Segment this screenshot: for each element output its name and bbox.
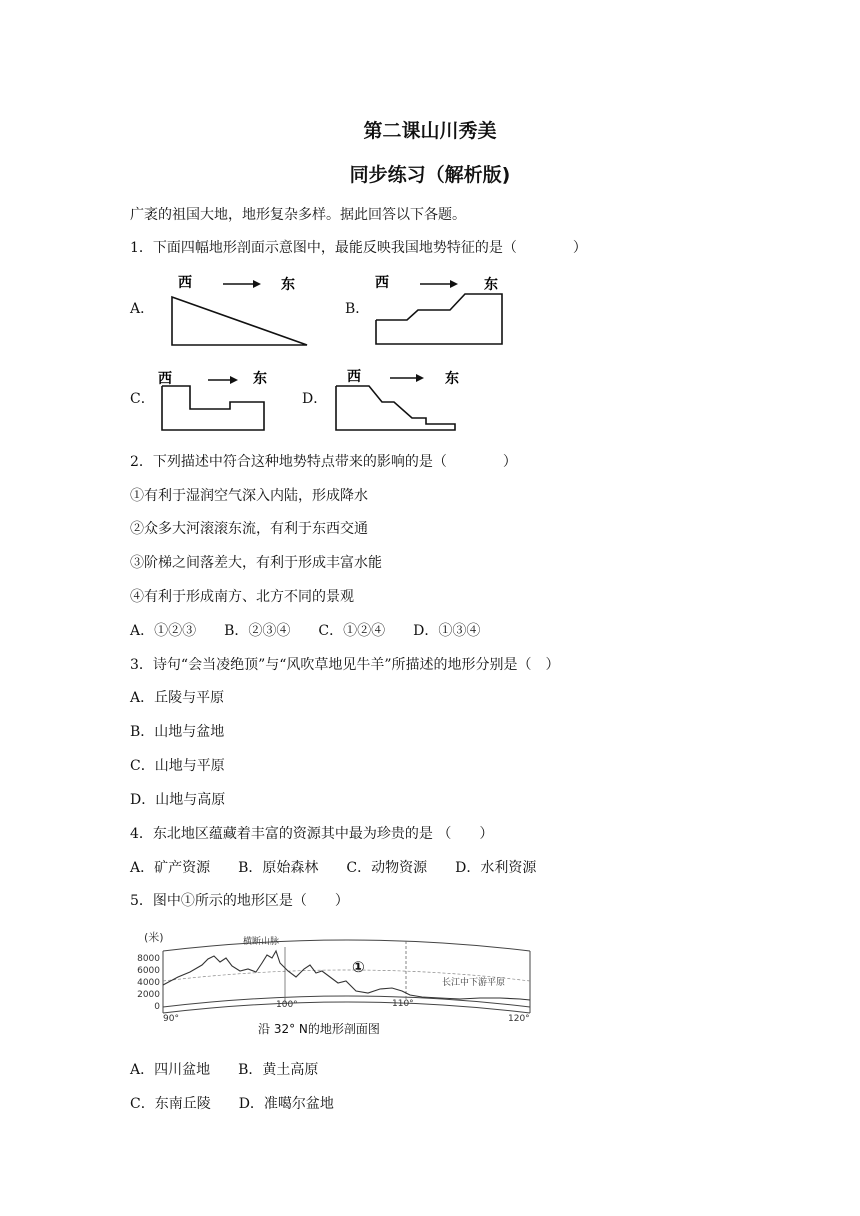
q3-option-a: A．丘陵与平原 <box>130 690 225 706</box>
q5-options-row2: C．东南丘陵 D．准噶尔盆地 <box>130 1096 334 1112</box>
x-tick-110: 110° <box>392 999 414 1009</box>
x-tick-90: 90° <box>163 1014 179 1024</box>
q1-option-d-label: D． <box>302 391 328 407</box>
q3-stem: 3．诗句“会当凌绝顶”与“风吹草地见牛羊”所描述的地形分别是（ ） <box>130 657 560 673</box>
q1-profile-a <box>165 270 315 350</box>
y-tick-8000: 8000 <box>137 954 160 964</box>
q1-option-b-label: B． <box>345 301 370 317</box>
q1-profile-b <box>370 270 510 350</box>
q3-option-c: C．山地与平原 <box>130 758 225 774</box>
q1-profile-d <box>330 364 470 434</box>
unit-label: (米) <box>144 931 164 944</box>
y-tick-6000: 6000 <box>137 966 160 976</box>
west-label: 西 <box>178 275 192 291</box>
y-tick-0: 0 <box>154 1002 160 1012</box>
east-label: 东 <box>253 371 267 387</box>
figure-caption: 沿 32° N的地形剖面图 <box>258 1022 380 1036</box>
west-label: 西 <box>158 371 172 387</box>
west-label: 西 <box>347 369 361 385</box>
q1-option-c-label: C． <box>130 391 155 407</box>
east-label: 东 <box>445 371 459 387</box>
plain-label: 长江中下游平原 <box>442 978 506 988</box>
y-tick-4000: 4000 <box>137 978 160 988</box>
page-title: 第二课山川秀美 <box>363 120 497 142</box>
page-subtitle: 同步练习（解析版) <box>349 164 511 186</box>
west-label: 西 <box>375 275 389 291</box>
x-tick-100: 100° <box>276 1000 298 1010</box>
q5-stem: 5．图中①所示的地形区是（ ） <box>130 893 349 909</box>
q4-options: A．矿产资源 B．原始森林 C．动物资源 D．水利资源 <box>130 860 537 876</box>
q1-option-a-label: A． <box>130 301 155 317</box>
q2-item-4: ④有利于形成南方、北方不同的景观 <box>130 589 354 605</box>
mountain-label: 横断山脉 <box>243 937 280 947</box>
q2-item-3: ③阶梯之间落差大，有利于形成丰富水能 <box>130 555 382 571</box>
q2-item-1: ①有利于湿润空气深入内陆，形成降水 <box>130 488 368 504</box>
q1-profile-c <box>150 364 270 434</box>
q2-stem: 2．下列描述中符合这种地势特点带来的影响的是（ ） <box>130 454 517 470</box>
q2-item-2: ②众多大河滚滚东流，有利于东西交通 <box>130 521 368 537</box>
q1-stem: 1．下面四幅地形剖面示意图中，最能反映我国地势特征的是（ ） <box>130 240 587 256</box>
q2-options: A．①②③ B．②③④ C．①②④ D．①③④ <box>130 623 481 639</box>
east-label: 东 <box>484 277 498 293</box>
intro-text: 广袤的祖国大地，地形复杂多样。据此回答以下各题。 <box>130 207 466 223</box>
q4-stem: 4．东北地区蕴藏着丰富的资源其中最为珍贵的是 （ ） <box>130 826 494 842</box>
region-marker: ① <box>352 958 365 976</box>
q3-option-b: B．山地与盆地 <box>130 724 225 740</box>
x-tick-120: 120° <box>508 1014 530 1024</box>
y-tick-2000: 2000 <box>137 990 160 1000</box>
q3-option-d: D．山地与高原 <box>130 792 226 808</box>
east-label: 东 <box>281 277 295 293</box>
terrain-profile-figure <box>130 925 540 1043</box>
q5-options-row1: A．四川盆地 B．黄土高原 <box>130 1062 319 1078</box>
